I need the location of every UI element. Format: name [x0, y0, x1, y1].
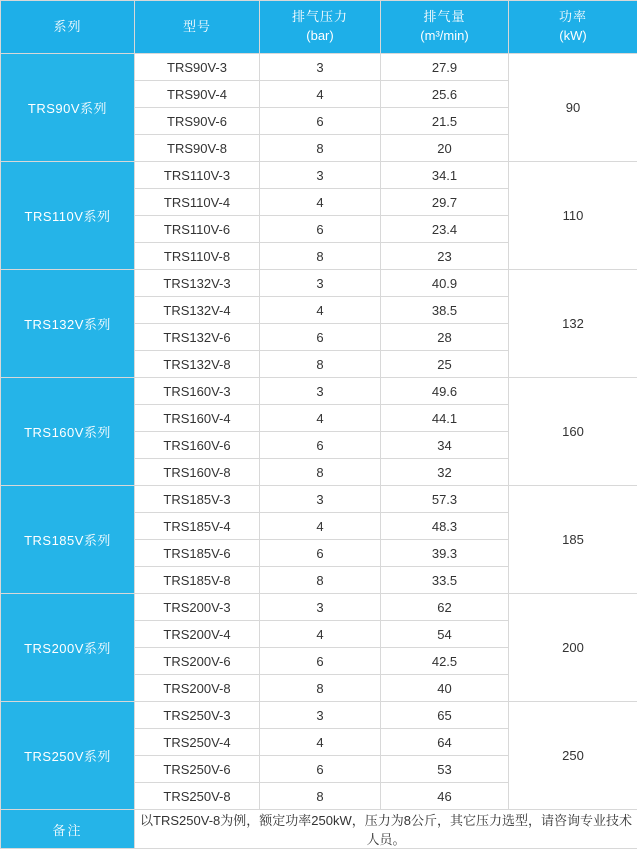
model-cell: TRS90V-3	[135, 54, 260, 81]
header-series-title: 系列	[53, 19, 81, 34]
series-cell: TRS90V系列	[1, 54, 135, 162]
flow-cell: 32	[381, 459, 509, 486]
model-cell: TRS185V-4	[135, 513, 260, 540]
flow-cell: 53	[381, 756, 509, 783]
header-power-unit: (kW)	[509, 27, 637, 46]
model-cell: TRS110V-8	[135, 243, 260, 270]
model-cell: TRS185V-6	[135, 540, 260, 567]
model-cell: TRS160V-8	[135, 459, 260, 486]
model-cell: TRS90V-6	[135, 108, 260, 135]
series-cell: TRS185V系列	[1, 486, 135, 594]
flow-cell: 57.3	[381, 486, 509, 513]
model-cell: TRS132V-8	[135, 351, 260, 378]
series-cell: TRS110V系列	[1, 162, 135, 270]
header-power	[509, 1, 637, 54]
model-cell: TRS132V-6	[135, 324, 260, 351]
flow-cell: 21.5	[381, 108, 509, 135]
flow-cell: 28	[381, 324, 509, 351]
table-body	[1, 54, 637, 849]
pressure-cell: 8	[260, 783, 381, 810]
model-cell: TRS185V-3	[135, 486, 260, 513]
pressure-cell: 4	[260, 729, 381, 756]
model-cell: TRS90V-4	[135, 81, 260, 108]
model-cell: TRS250V-8	[135, 783, 260, 810]
header-model-title: 型号	[183, 19, 211, 34]
flow-cell: 33.5	[381, 567, 509, 594]
flow-cell: 27.9	[381, 54, 509, 81]
series-cell: TRS250V系列	[1, 702, 135, 810]
pressure-cell: 6	[260, 648, 381, 675]
model-cell: TRS185V-8	[135, 567, 260, 594]
model-cell: TRS132V-4	[135, 297, 260, 324]
flow-cell: 29.7	[381, 189, 509, 216]
pressure-cell: 3	[260, 378, 381, 405]
flow-cell: 48.3	[381, 513, 509, 540]
flow-cell: 64	[381, 729, 509, 756]
power-cell: 250	[509, 702, 637, 810]
model-cell: TRS160V-3	[135, 378, 260, 405]
pressure-cell: 3	[260, 54, 381, 81]
power-cell: 132	[509, 270, 637, 378]
pressure-cell: 4	[260, 405, 381, 432]
header-pressure-unit: (bar)	[260, 27, 380, 46]
model-cell: TRS110V-3	[135, 162, 260, 189]
header-flow-title: 排气量	[423, 9, 465, 24]
model-cell: TRS90V-8	[135, 135, 260, 162]
model-cell: TRS250V-4	[135, 729, 260, 756]
pressure-cell: 8	[260, 567, 381, 594]
flow-cell: 46	[381, 783, 509, 810]
pressure-cell: 8	[260, 135, 381, 162]
power-cell: 200	[509, 594, 637, 702]
table-row	[1, 702, 637, 729]
note-row	[1, 810, 637, 849]
flow-cell: 65	[381, 702, 509, 729]
flow-cell: 34	[381, 432, 509, 459]
pressure-cell: 4	[260, 513, 381, 540]
model-cell: TRS200V-8	[135, 675, 260, 702]
model-cell: TRS250V-3	[135, 702, 260, 729]
pressure-cell: 6	[260, 108, 381, 135]
flow-cell: 39.3	[381, 540, 509, 567]
power-cell: 160	[509, 378, 637, 486]
note-text: 以TRS250V-8为例，额定功率250kW，压力为8公斤，其它压力选型，请咨询专业技术人员。	[135, 810, 637, 849]
pressure-cell: 8	[260, 675, 381, 702]
flow-cell: 25.6	[381, 81, 509, 108]
flow-cell: 49.6	[381, 378, 509, 405]
pressure-cell: 8	[260, 459, 381, 486]
flow-cell: 38.5	[381, 297, 509, 324]
model-cell: TRS132V-3	[135, 270, 260, 297]
model-cell: TRS110V-4	[135, 189, 260, 216]
pressure-cell: 3	[260, 486, 381, 513]
power-cell: 110	[509, 162, 637, 270]
flow-cell: 23	[381, 243, 509, 270]
model-cell: TRS160V-4	[135, 405, 260, 432]
header-flow-unit: (m³/min)	[381, 27, 508, 46]
header-power-title: 功率	[559, 9, 587, 24]
pressure-cell: 8	[260, 243, 381, 270]
table-row	[1, 162, 637, 189]
series-cell: TRS200V系列	[1, 594, 135, 702]
flow-cell: 54	[381, 621, 509, 648]
model-cell: TRS200V-4	[135, 621, 260, 648]
flow-cell: 40.9	[381, 270, 509, 297]
pressure-cell: 8	[260, 351, 381, 378]
series-cell: TRS160V系列	[1, 378, 135, 486]
table-row	[1, 378, 637, 405]
flow-cell: 44.1	[381, 405, 509, 432]
table-header	[1, 1, 637, 54]
flow-cell: 23.4	[381, 216, 509, 243]
header-flow	[381, 1, 509, 54]
pressure-cell: 6	[260, 216, 381, 243]
table-row	[1, 270, 637, 297]
model-cell: TRS110V-6	[135, 216, 260, 243]
header-pressure	[260, 1, 381, 54]
pressure-cell: 4	[260, 621, 381, 648]
flow-cell: 25	[381, 351, 509, 378]
model-cell: TRS250V-6	[135, 756, 260, 783]
flow-cell: 42.5	[381, 648, 509, 675]
pressure-cell: 6	[260, 540, 381, 567]
flow-cell: 34.1	[381, 162, 509, 189]
model-cell: TRS200V-3	[135, 594, 260, 621]
pressure-cell: 4	[260, 297, 381, 324]
pressure-cell: 3	[260, 702, 381, 729]
power-cell: 90	[509, 54, 637, 162]
flow-cell: 20	[381, 135, 509, 162]
pressure-cell: 4	[260, 189, 381, 216]
pressure-cell: 6	[260, 432, 381, 459]
flow-cell: 40	[381, 675, 509, 702]
pressure-cell: 3	[260, 594, 381, 621]
header-pressure-title: 排气压力	[292, 9, 348, 24]
series-cell: TRS132V系列	[1, 270, 135, 378]
model-cell: TRS160V-6	[135, 432, 260, 459]
pressure-cell: 4	[260, 81, 381, 108]
pressure-cell: 3	[260, 162, 381, 189]
pressure-cell: 3	[260, 270, 381, 297]
table-row	[1, 486, 637, 513]
model-cell: TRS200V-6	[135, 648, 260, 675]
note-label: 备注	[1, 810, 135, 849]
header-row	[1, 1, 637, 54]
pressure-cell: 6	[260, 756, 381, 783]
header-model	[135, 1, 260, 54]
header-series	[1, 1, 135, 54]
power-cell: 185	[509, 486, 637, 594]
table-row	[1, 54, 637, 81]
flow-cell: 62	[381, 594, 509, 621]
table-row	[1, 594, 637, 621]
pressure-cell: 6	[260, 324, 381, 351]
